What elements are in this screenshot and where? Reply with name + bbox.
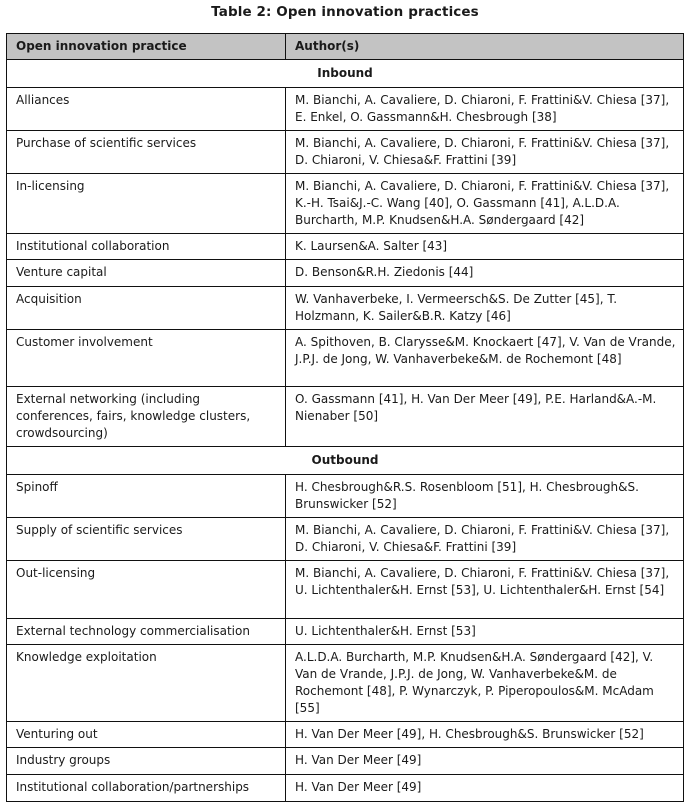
table-row [7, 775, 684, 802]
table-row [7, 387, 684, 447]
table-row [7, 748, 684, 775]
table-row [7, 287, 684, 330]
table-row [7, 131, 684, 174]
authors-cell: M. Bianchi, A. Cavaliere, D. Chiaroni, F. Frattini&V. Chiesa [37], K.-H. Tsai&J.-C. Wang [40], O. Gassmann [41], A.L.D.A. Burcharth, M.P. Knudsen&H.A. Søndergaard [42] [286, 174, 684, 234]
practice-cell: Purchase of scientific services [7, 131, 286, 174]
authors-cell: M. Bianchi, A. Cavaliere, D. Chiaroni, F. Frattini&V. Chiesa [37], D. Chiaroni, V. Chiesa&F. Frattini [39] [286, 131, 684, 174]
authors-cell: M. Bianchi, A. Cavaliere, D. Chiaroni, F. Frattini&V. Chiesa [37], D. Chiaroni, V. Chiesa&F. Frattini [39] [286, 518, 684, 561]
authors-cell: H. Van Der Meer [49], H. Chesbrough&S. Brunswicker [52] [286, 722, 684, 748]
table-row [7, 722, 684, 748]
practice-cell: Alliances [7, 88, 286, 131]
practice-cell: Industry groups [7, 748, 286, 775]
authors-cell: M. Bianchi, A. Cavaliere, D. Chiaroni, F. Frattini&V. Chiesa [37], U. Lichtenthaler&H. Ernst [53], U. Lichtenthaler&H. Ernst [54] [286, 561, 684, 619]
table-row [7, 645, 684, 722]
authors-cell: A. Spithoven, B. Clarysse&M. Knockaert [47], V. Van de Vrande, J.P.J. de Jong, W. Vanhaverbeke&M. de Rochemont [48] [286, 330, 684, 387]
table-title: Table 2: Open innovation practices [211, 4, 479, 20]
practice-cell: Customer involvement [7, 330, 286, 387]
table-row [7, 561, 684, 619]
section-label: Inbound [7, 60, 684, 88]
authors-cell: H. Van Der Meer [49] [286, 775, 684, 802]
authors-cell: O. Gassmann [41], H. Van Der Meer [49], P.E. Harland&A.-M. Nienaber [50] [286, 387, 684, 447]
section-row-inbound [7, 60, 684, 88]
authors-cell: W. Vanhaverbeke, I. Vermeersch&S. De Zutter [45], T. Holzmann, K. Sailer&B.R. Katzy [46] [286, 287, 684, 330]
open-innovation-table [6, 33, 684, 802]
practice-cell: External networking (including conferences, fairs, knowledge clusters, crowdsourcing) [7, 387, 286, 447]
table-row [7, 619, 684, 645]
authors-cell: H. Chesbrough&R.S. Rosenbloom [51], H. Chesbrough&S. Brunswicker [52] [286, 475, 684, 518]
section-label: Outbound [7, 447, 684, 475]
practice-cell: Institutional collaboration/partnerships [7, 775, 286, 802]
practice-cell: Out-licensing [7, 561, 286, 619]
authors-cell: D. Benson&R.H. Ziedonis [44] [286, 260, 684, 287]
authors-cell: M. Bianchi, A. Cavaliere, D. Chiaroni, F. Frattini&V. Chiesa [37], E. Enkel, O. Gassmann&H. Chesbrough [38] [286, 88, 684, 131]
column-header-authors: Author(s) [286, 34, 684, 60]
authors-cell: K. Laursen&A. Salter [43] [286, 234, 684, 260]
practice-cell: Venturing out [7, 722, 286, 748]
practice-cell: Acquisition [7, 287, 286, 330]
practice-cell: Venture capital [7, 260, 286, 287]
table-row [7, 330, 684, 387]
practice-cell: Spinoff [7, 475, 286, 518]
section-row-outbound [7, 447, 684, 475]
practice-cell: External technology commercialisation [7, 619, 286, 645]
column-header-practice: Open innovation practice [7, 34, 286, 60]
table-row [7, 174, 684, 234]
practice-cell: Supply of scientific services [7, 518, 286, 561]
practice-cell: Institutional collaboration [7, 234, 286, 260]
authors-cell: A.L.D.A. Burcharth, M.P. Knudsen&H.A. Søndergaard [42], V. Van de Vrande, J.P.J. de Jong, W. Vanhaverbeke&M. de Rochemont [48], P. Wynarczyk, P. Piperopoulos&M. McAdam [55] [286, 645, 684, 722]
authors-cell: H. Van Der Meer [49] [286, 748, 684, 775]
authors-cell: U. Lichtenthaler&H. Ernst [53] [286, 619, 684, 645]
practice-cell: In-licensing [7, 174, 286, 234]
practice-cell: Knowledge exploitation [7, 645, 286, 722]
table-row [7, 518, 684, 561]
table-header-row [7, 34, 684, 60]
table-row [7, 234, 684, 260]
table-row [7, 88, 684, 131]
table-row [7, 475, 684, 518]
table-row [7, 260, 684, 287]
